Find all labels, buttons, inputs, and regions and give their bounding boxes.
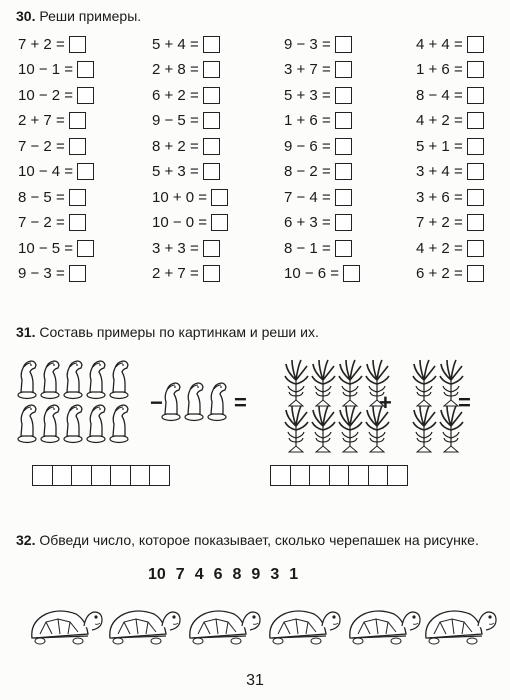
- example-text: 7 + 2 =: [416, 214, 463, 231]
- example-text: 8 − 4 =: [416, 86, 463, 104]
- answer-box[interactable]: [69, 189, 86, 206]
- answer-cells-left: [32, 465, 169, 486]
- example-row: [284, 85, 352, 105]
- task-31-pictures: [14, 356, 510, 456]
- answer-cell[interactable]: [290, 465, 311, 486]
- example-row: [284, 213, 352, 233]
- example-row: [284, 238, 352, 258]
- answer-cells-right: [270, 465, 407, 486]
- example-row: [284, 187, 352, 207]
- answer-box[interactable]: [77, 61, 94, 78]
- example-row: [152, 238, 220, 258]
- number-choice[interactable]: 10: [148, 566, 166, 583]
- task-30-problems-grid: [0, 0, 510, 300]
- example-row: [416, 85, 484, 105]
- task-32-number: 32.: [16, 532, 36, 548]
- number-choice[interactable]: 1: [289, 566, 299, 583]
- example-text: 3 + 4 =: [416, 163, 463, 180]
- example-row: [284, 34, 352, 54]
- example-row: [284, 111, 352, 131]
- example-text: 4 + 4 =: [416, 35, 463, 53]
- answer-box[interactable]: [77, 240, 94, 257]
- example-text: 5 + 1 =: [416, 137, 463, 155]
- number-choice[interactable]: 6: [213, 566, 223, 583]
- example-row: [416, 213, 484, 233]
- example-row: [416, 60, 484, 80]
- example-text: 5 + 3 =: [284, 86, 331, 104]
- example-row: [416, 162, 484, 182]
- answer-cell[interactable]: [309, 465, 330, 486]
- answer-box[interactable]: [335, 61, 352, 78]
- answer-box[interactable]: [335, 87, 352, 104]
- task-31-title: [16, 324, 319, 340]
- answer-box[interactable]: [467, 189, 484, 206]
- answer-cell[interactable]: [91, 465, 112, 486]
- example-text: 4 + 2 =: [416, 239, 463, 257]
- example-row: [18, 136, 86, 156]
- example-row: [152, 136, 220, 156]
- example-row: [152, 34, 220, 54]
- example-row: [18, 60, 94, 80]
- example-row: [416, 34, 484, 54]
- number-choice[interactable]: 8: [232, 566, 242, 583]
- answer-box[interactable]: [335, 138, 352, 155]
- example-row: [18, 85, 94, 105]
- answer-box[interactable]: [203, 138, 220, 155]
- example-text: 5 + 4 =: [152, 35, 199, 53]
- answer-box[interactable]: [335, 189, 352, 206]
- example-row: [284, 136, 352, 156]
- answer-box[interactable]: [467, 87, 484, 104]
- example-text: 10 − 6 =: [284, 265, 340, 282]
- answer-box[interactable]: [69, 36, 86, 53]
- example-text: 7 − 2 =: [18, 137, 65, 155]
- example-row: [284, 162, 352, 182]
- answer-box[interactable]: [343, 265, 360, 282]
- answer-box[interactable]: [335, 112, 352, 129]
- example-row: [416, 136, 484, 156]
- example-text: 2 + 7 =: [18, 112, 65, 129]
- example-row: [18, 264, 86, 284]
- example-row: [152, 60, 220, 80]
- answer-box[interactable]: [467, 61, 484, 78]
- example-text: 6 + 3 =: [284, 214, 331, 231]
- answer-cell[interactable]: [110, 465, 131, 486]
- task-31-text: Составь примеры по картинкам и реши их.: [39, 324, 319, 340]
- flower-group-addend-1: [285, 360, 389, 452]
- example-text: 6 + 2 =: [152, 86, 199, 104]
- answer-box[interactable]: [203, 112, 220, 129]
- example-text: 5 + 3 =: [152, 163, 199, 180]
- example-text: 8 − 5 =: [18, 188, 65, 206]
- answer-box[interactable]: [335, 214, 352, 231]
- example-text: 3 + 6 =: [416, 188, 463, 206]
- example-row: [416, 187, 484, 207]
- example-row: [18, 34, 86, 54]
- answer-box[interactable]: [203, 36, 220, 53]
- example-row: [18, 111, 86, 131]
- example-text: 10 − 1 =: [18, 61, 74, 78]
- answer-box[interactable]: [77, 87, 94, 104]
- number-choices: [148, 566, 298, 584]
- example-text: 2 + 7 =: [152, 265, 199, 282]
- answer-cell[interactable]: [130, 465, 151, 486]
- flower-group-addend-2: [413, 360, 463, 452]
- example-row: [284, 264, 360, 284]
- example-row: [18, 213, 86, 233]
- horse-group-minuend: [18, 361, 128, 443]
- answer-box[interactable]: [467, 112, 484, 129]
- example-text: 3 + 3 =: [152, 239, 199, 257]
- horse-group-subtrahend: [162, 383, 226, 421]
- page-number: 31: [246, 672, 264, 689]
- answer-cell[interactable]: [368, 465, 389, 486]
- answer-box[interactable]: [467, 265, 484, 282]
- example-row: [416, 264, 484, 284]
- example-row: [152, 162, 220, 182]
- example-row: [416, 238, 484, 258]
- example-row: [416, 111, 484, 131]
- plus-sign: +: [379, 390, 392, 415]
- answer-box[interactable]: [467, 163, 484, 180]
- answer-box[interactable]: [467, 240, 484, 257]
- example-text: 8 − 2 =: [284, 163, 331, 180]
- answer-box[interactable]: [211, 214, 228, 231]
- example-row: [152, 264, 220, 284]
- answer-cell[interactable]: [32, 465, 53, 486]
- answer-cell[interactable]: [270, 465, 291, 486]
- example-text: 1 + 6 =: [284, 112, 331, 129]
- example-row: [152, 85, 220, 105]
- answer-box[interactable]: [467, 138, 484, 155]
- number-choice[interactable]: 4: [194, 566, 204, 583]
- answer-cell[interactable]: [329, 465, 350, 486]
- example-text: 3 + 7 =: [284, 61, 331, 78]
- answer-box[interactable]: [203, 61, 220, 78]
- answer-box[interactable]: [203, 240, 220, 257]
- example-text: 9 − 5 =: [152, 112, 199, 129]
- answer-cell[interactable]: [52, 465, 73, 486]
- example-row: [152, 111, 220, 131]
- example-row: [152, 187, 228, 207]
- example-text: 2 + 8 =: [152, 61, 199, 78]
- number-choice[interactable]: 3: [270, 566, 280, 583]
- answer-box[interactable]: [203, 163, 220, 180]
- example-text: 1 + 6 =: [416, 61, 463, 78]
- minus-sign: −: [150, 390, 163, 415]
- example-text: 10 − 2 =: [18, 86, 74, 104]
- task-30-text: Реши примеры.: [39, 8, 142, 24]
- answer-box[interactable]: [203, 87, 220, 104]
- answer-box[interactable]: [335, 240, 352, 257]
- answer-box[interactable]: [467, 214, 484, 231]
- example-text: 10 + 0 =: [152, 188, 208, 206]
- answer-cell[interactable]: [387, 465, 408, 486]
- example-text: 8 − 1 =: [284, 239, 331, 257]
- example-text: 10 − 4 =: [18, 163, 74, 180]
- answer-box[interactable]: [335, 163, 352, 180]
- example-row: [18, 162, 94, 182]
- answer-box[interactable]: [69, 214, 86, 231]
- example-text: 10 − 0 =: [152, 214, 208, 231]
- example-text: 4 + 2 =: [416, 112, 463, 129]
- equals-sign-right: =: [458, 390, 471, 415]
- example-text: 7 − 4 =: [284, 188, 331, 206]
- example-text: 6 + 2 =: [416, 265, 463, 282]
- example-row: [18, 187, 86, 207]
- turtles-picture: [28, 598, 498, 650]
- example-text: 9 − 3 =: [284, 35, 331, 53]
- example-row: [18, 238, 94, 258]
- answer-box[interactable]: [69, 265, 86, 282]
- answer-cell[interactable]: [149, 465, 170, 486]
- example-text: 9 − 6 =: [284, 137, 331, 155]
- answer-box[interactable]: [203, 265, 220, 282]
- answer-box[interactable]: [69, 112, 86, 129]
- number-choice[interactable]: 7: [175, 566, 185, 583]
- answer-box[interactable]: [69, 138, 86, 155]
- number-choice[interactable]: 9: [251, 566, 261, 583]
- example-row: [284, 60, 352, 80]
- answer-box[interactable]: [77, 163, 94, 180]
- task-31-number: 31.: [16, 324, 36, 340]
- example-text: 7 − 2 =: [18, 214, 65, 231]
- example-row: [152, 213, 228, 233]
- answer-cell[interactable]: [71, 465, 92, 486]
- equals-sign-left: =: [234, 390, 247, 415]
- answer-cell[interactable]: [348, 465, 369, 486]
- example-text: 8 + 2 =: [152, 137, 199, 155]
- example-text: 9 − 3 =: [18, 265, 65, 282]
- answer-box[interactable]: [335, 36, 352, 53]
- example-text: 7 + 2 =: [18, 35, 65, 53]
- task-30-number: 30.: [16, 8, 36, 24]
- answer-box[interactable]: [211, 189, 228, 206]
- example-text: 10 − 5 =: [18, 239, 74, 257]
- task-32-title: [16, 532, 479, 548]
- answer-box[interactable]: [467, 36, 484, 53]
- task-32-text: Обведи число, которое показывает, сколько черепашек на рисунке.: [39, 532, 479, 548]
